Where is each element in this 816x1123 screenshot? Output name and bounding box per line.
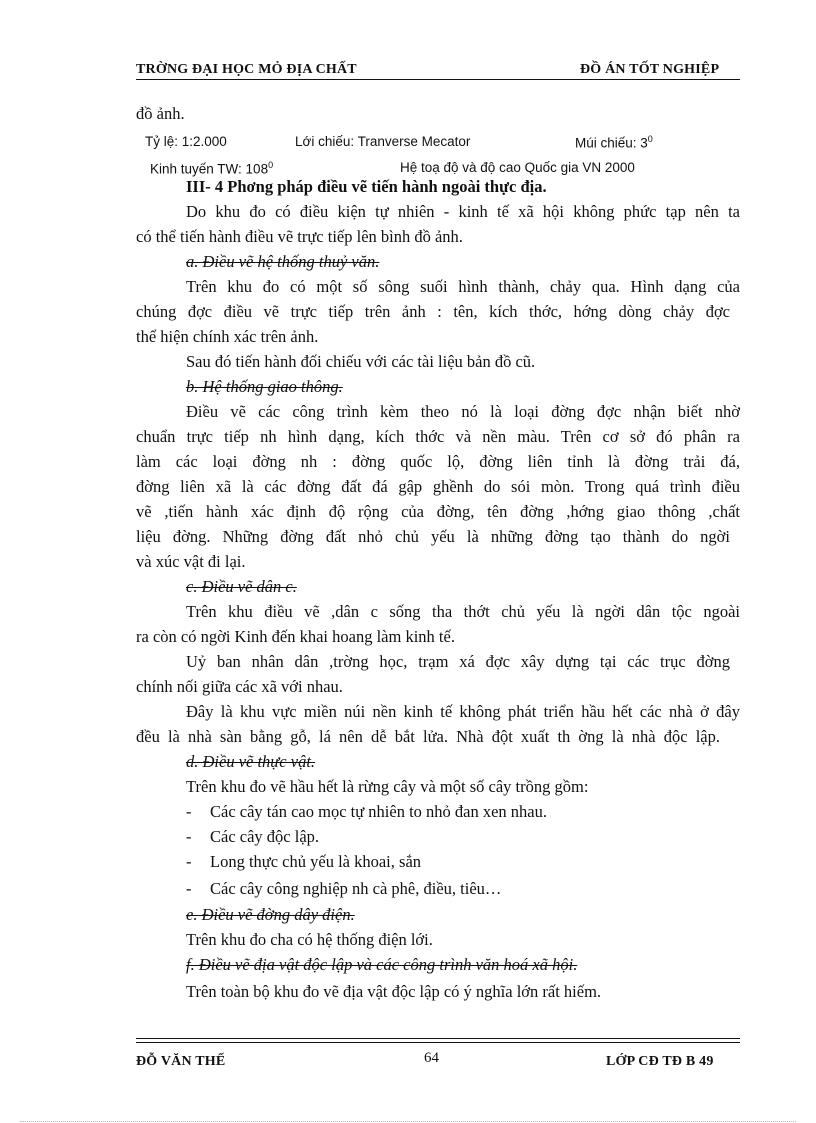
bullet-dash: - — [186, 852, 192, 871]
body-line: Trên khu điều vẽ ,dân c sống tha thớt chủ yếu là ngời dân tộc ngoài — [186, 602, 740, 621]
map-zone: Múi chiếu: $3^0$ — [575, 134, 653, 151]
footer-rule-top — [136, 1038, 740, 1039]
bullet-dash: - — [186, 827, 192, 846]
section-title: III- 4 Phơng pháp điều vẽ tiến hành ngoài thực địa. — [186, 177, 547, 196]
page-edge — [20, 1121, 796, 1122]
body-line: Sau đó tiến hành đối chiếu với các tài liệu bản đồ cũ. — [186, 352, 536, 371]
bullet-dash: - — [186, 879, 192, 898]
subsection-heading-f: f. Điều vẽ địa vật độc lập và các công trình văn hoá xã hội. — [186, 955, 578, 974]
body-line: chúng đợc điều vẽ trực tiếp trên ảnh : tên, kích thớc, hớng dòng chảy đợc — [136, 302, 730, 321]
body-line: liệu đờng. Những đờng đất nhỏ chủ yếu là những đờng tạo thành do ngời — [136, 527, 730, 546]
body-line: Trên toàn bộ khu đo vẽ địa vật độc lập có ý nghĩa lớn rất hiếm. — [186, 982, 602, 1001]
map-datum: Hệ toạ độ và độ cao Quốc gia VN 2000 — [400, 160, 635, 175]
body-line: Điều vẽ các công trình kèm theo nó là loại đờng đợc nhận biết nhờ — [186, 402, 740, 421]
bullet-dash: - — [186, 802, 192, 821]
body-line: Trên khu đo có một số sông suối hình thành, chảy qua. Hình dạng của — [186, 277, 740, 296]
subsection-heading-b: b. Hệ thống giao thông. — [186, 377, 343, 396]
subsection-heading-a: a. Điều vẽ hệ thống thuỷ văn. — [186, 252, 380, 271]
header-rule — [136, 79, 740, 80]
header-thesis: ĐỒ ÁN TỐT NGHIỆP — [580, 62, 720, 77]
list-item: Các cây công nghiệp nh cà phê, điều, tiêu… — [210, 879, 502, 898]
list-item: Các cây tán cao mọc tự nhiên to nhỏ đan xen nhau. — [210, 802, 548, 821]
body-line: thể hiện chính xác trên ảnh. — [136, 327, 319, 346]
body-line: đều là nhà sàn bằng gỗ, lá nên dễ bắt lửa. Nhà đột xuất th ờng là nhà độc lập. — [136, 727, 720, 746]
subsection-heading-d: d. Điều vẽ thực vật. — [186, 752, 316, 771]
body-line: có thể tiến hành điều vẽ trực tiếp lên bình đồ ảnh. — [136, 227, 463, 246]
footer-rule-bottom — [136, 1042, 740, 1043]
body-line: vẽ ,tiến hành xác định độ rộng của đờng, tên đờng ,hớng giao thông ,chất — [136, 502, 740, 521]
subsection-heading-c: c. Điều vẽ dân c. — [186, 577, 297, 596]
body-line: Đây là khu vực miền núi nền kinh tế không phát triển hầu hết các nhà ở đây — [186, 702, 740, 721]
body-line: ra còn có ngời Kinh đến khai hoang làm kinh tế. — [136, 627, 455, 646]
page-number: 64 — [424, 1050, 439, 1066]
body-line: đờng liên xã là các đờng đất đá gập ghềnh do sói mòn. Trong quá trình điều — [136, 477, 740, 496]
intro-tail: đồ ảnh. — [136, 104, 185, 123]
map-scale: Tỷ lệ: 1:2.000 — [145, 134, 227, 149]
body-line: Trên khu đo vẽ hầu hết là rừng cây và một số cây trồng gồm: — [186, 777, 589, 796]
body-line: làm các loại đờng nh : đờng quốc lộ, đờng liên tỉnh là đờng trải đá, — [136, 452, 740, 471]
list-item: Các cây độc lập. — [210, 827, 320, 846]
body-line: chính nối giữa các xã với nhau. — [136, 677, 343, 696]
map-meridian: Kinh tuyến TW: $108^0$ — [150, 160, 274, 177]
body-line: chuẩn trực tiếp nh hình dạng, kích thớc và nền màu. Trên cơ sở đó phân ra — [136, 427, 740, 446]
subsection-heading-e: e. Điều vẽ đờng dây điện. — [186, 905, 355, 924]
header-school: TRỜNG ĐẠI HỌC MỎ ĐỊA CHẤT — [136, 62, 357, 77]
footer-class: LỚP CĐ TĐ B 49 — [606, 1054, 714, 1069]
body-line: Uỷ ban nhân dân ,trờng học, trạm xá đợc xây dựng tại các trục đờng — [186, 652, 730, 671]
list-item: Long thực chủ yếu là khoai, sắn — [210, 852, 422, 871]
body-line: Do khu đo có điều kiện tự nhiên - kinh tế xã hội không phức tạp nên ta — [186, 202, 740, 221]
map-grid: Lới chiếu: Tranverse Mecator — [295, 134, 471, 149]
footer-author: ĐỖ VĂN THẾ — [136, 1054, 226, 1069]
body-line: và xúc vật đi lại. — [136, 552, 246, 571]
body-line: Trên khu đo cha có hệ thống điện lới. — [186, 930, 433, 949]
